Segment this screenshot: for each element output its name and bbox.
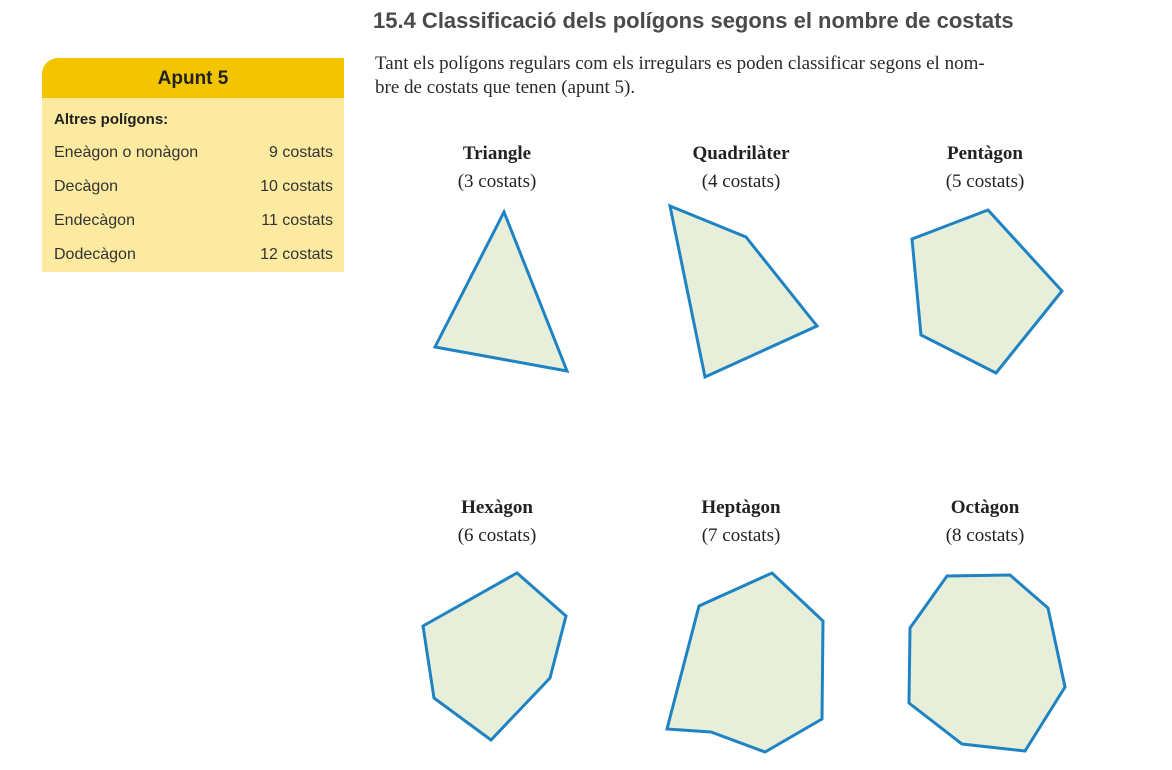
polygon-side-count: (5 costats) bbox=[945, 171, 1025, 192]
polygon-side-count: (8 costats) bbox=[945, 525, 1025, 546]
note-subtitle: Altres polígons: bbox=[54, 111, 169, 128]
note-row-name: Dodecàgon bbox=[54, 246, 136, 263]
polygon-name: Pentàgon bbox=[947, 143, 1023, 164]
section-heading: 15.4 Classificació dels polígons segons el nombre de costats bbox=[373, 8, 1014, 33]
note-title: Apunt 5 bbox=[42, 58, 344, 98]
intro-line-2: bre de costats que tenen (apunt 5). bbox=[375, 77, 636, 98]
note-box bbox=[42, 58, 344, 272]
note-row-decagon bbox=[42, 170, 344, 204]
polygon-shapes bbox=[370, 125, 1110, 765]
pentagon-shape bbox=[912, 210, 1062, 373]
polygon-name: Hexàgon bbox=[461, 497, 533, 518]
intro-line-1: Tant els polígons regulars com els irregulars es poden classificar segons el nom- bbox=[375, 53, 985, 74]
note-row-name: Decàgon bbox=[54, 178, 119, 195]
polygon-side-count: (7 costats) bbox=[701, 525, 781, 546]
intro-paragraph bbox=[375, 52, 1115, 100]
polygon-name: Triangle bbox=[462, 143, 532, 164]
note-row-eneagon bbox=[42, 136, 344, 170]
polygon-side-count: (6 costats) bbox=[457, 525, 537, 546]
triangle-shape bbox=[435, 212, 567, 371]
polygon-side-count: (4 costats) bbox=[701, 171, 781, 192]
note-row-endecagon bbox=[42, 204, 344, 238]
heptagon-shape bbox=[667, 573, 823, 752]
polygon-side-count: (3 costats) bbox=[457, 171, 537, 192]
polygon-gallery bbox=[370, 125, 1110, 765]
note-row-sides: 12 costats bbox=[260, 246, 333, 263]
quadrilateral-shape bbox=[670, 206, 817, 377]
note-row-sides: 9 costats bbox=[268, 144, 333, 161]
note-row-name: Eneàgon o nonàgon bbox=[54, 144, 199, 161]
polygon-name: Octàgon bbox=[950, 497, 1020, 518]
octagon-shape bbox=[909, 575, 1065, 751]
note-row-sides: 11 costats bbox=[261, 212, 333, 229]
note-row-sides: 10 costats bbox=[260, 178, 333, 195]
polygon-name: Heptàgon bbox=[701, 497, 781, 518]
note-row-name: Endecàgon bbox=[54, 212, 135, 229]
polygon-name: Quadrilàter bbox=[692, 143, 790, 164]
hexagon-shape bbox=[423, 573, 566, 740]
note-row-dodecagon bbox=[42, 238, 344, 272]
